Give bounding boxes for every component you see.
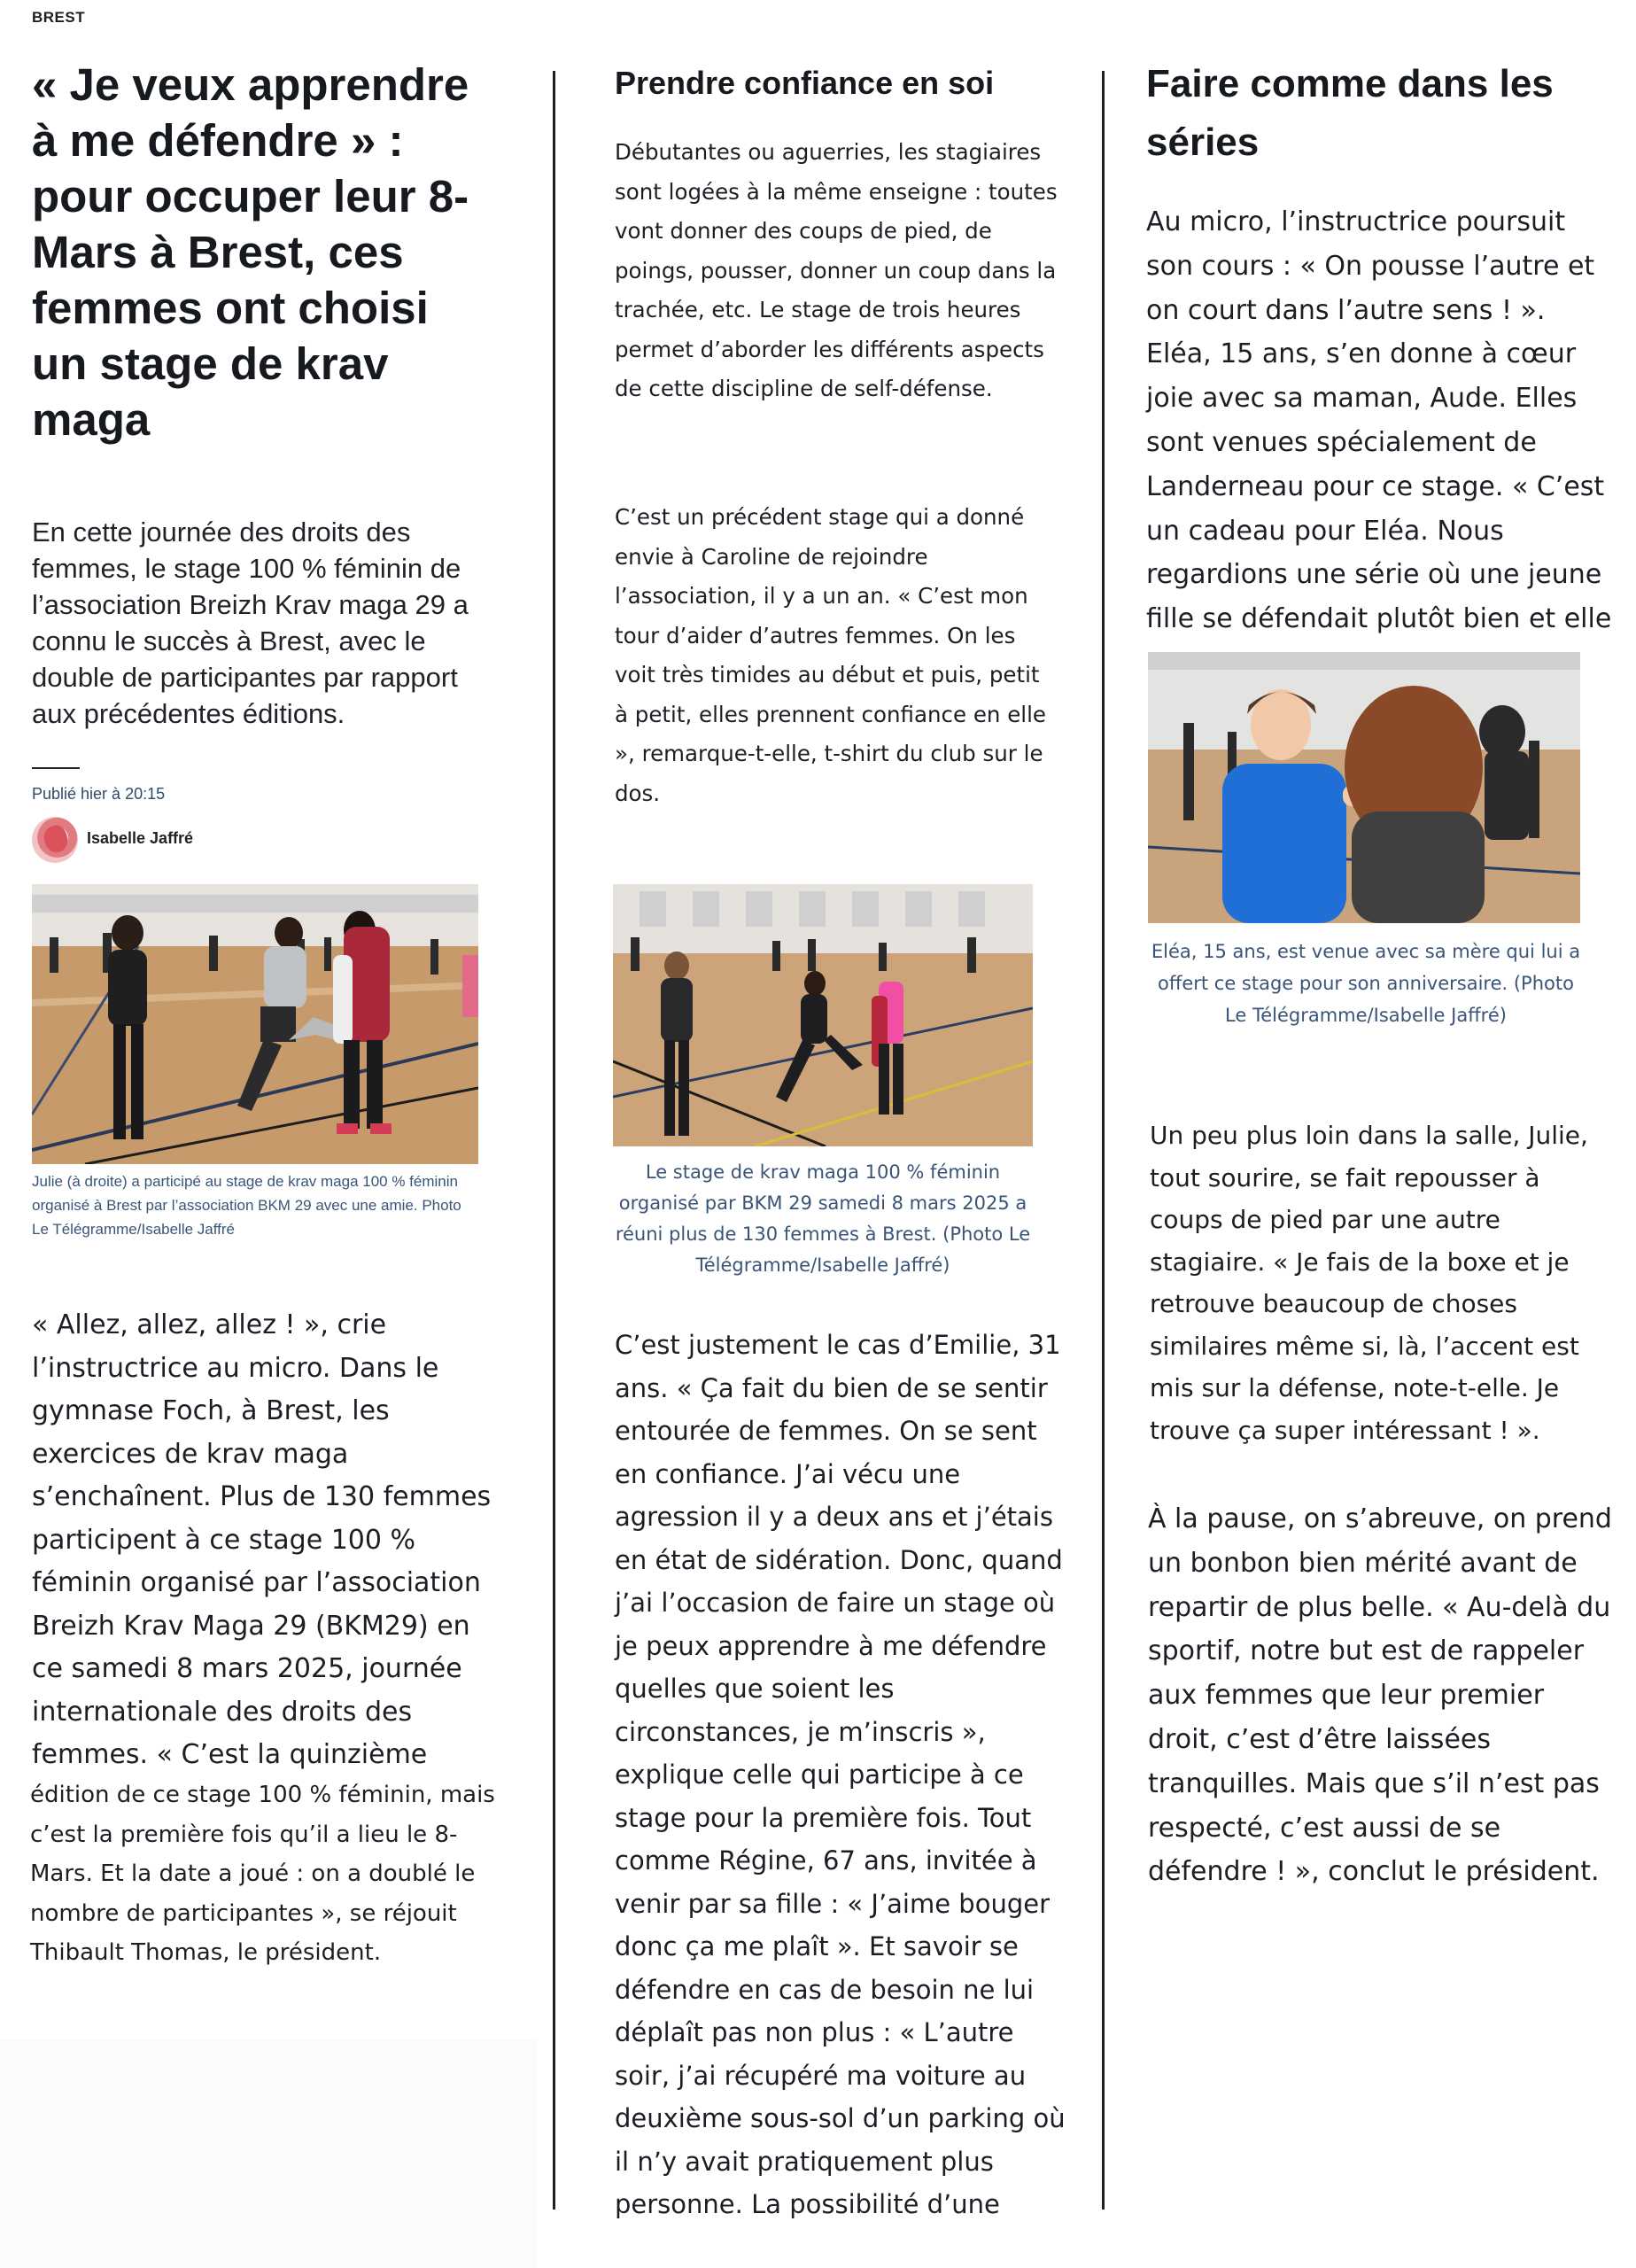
article-headline: « Je veux apprendre à me défendre » : pour occuper leur 8-Mars à Brest, ces femmes ont choisi un stage de krav maga — [32, 59, 469, 445]
col3-paragraph-1: Au micro, l’instructrice poursuit son cours : « On pousse l’autre et on court dans l’autre sens ! ». Eléa, 15 ans, s’en donne à cœur joie avec sa maman, Aude. Elles sont venues spécialement de Landerneau pour ce stage. « C’est un cadeau pour Eléa. Nous regardions une série où une jeune fille se défendait plutôt bien et elle — [1146, 206, 1612, 635]
col1-paragraph-1: « Allez, allez, allez ! », crie l’instructrice au micro. Dans le gymnase Foch, à Brest, les exercices de krav maga s’enchaînent. Plus de 130 femmes participent à ce stage 100 % féminin organisé par l’association Breizh Krav Maga 29 (BKM29) en ce samedi 8 mars 2025, journée internationale des droits des femmes. « C’est la quinzième — [32, 1309, 492, 1770]
photo-gym-caption: Le stage de krav maga 100 % féminin organisé par BKM 29 samedi 8 mars 2025 a réuni plus de 130 femmes à Brest. (Photo Le Télégramme/Isabelle Jaffré) — [615, 1161, 1031, 1276]
publish-time: Publié hier à 20:15 — [32, 785, 166, 803]
section-heading-confidence: Prendre confiance en soi — [615, 65, 995, 101]
photo-gym-wide[interactable] — [613, 884, 1033, 1146]
photo-elea[interactable] — [1148, 652, 1580, 923]
col2-paragraph-1: Débutantes ou aguerries, les stagiaires sont logées à la même enseigne : toutes vont donner des coups de pied, de poings, pousser, donner un coup dans la trachée, etc. Le stage de trois heures permet d’aborder les différents aspects de cette discipline de self-défense. — [615, 139, 1058, 401]
avatar-mark-icon — [41, 822, 72, 855]
author-name[interactable]: Isabelle Jaffré — [87, 829, 194, 847]
column-divider-left — [553, 71, 555, 2210]
article-lead: En cette journée des droits des femmes, le stage 100 % féminin de l’association Breizh Krav maga 29 a connu le succès à Brest, avec le double de participantes par rapport aux précédentes éditions. — [32, 517, 469, 729]
col2-paragraph-3: C’est justement le cas d’Emilie, 31 ans. « Ça fait du bien de se sentir entourée de femmes. On se sent en confiance. J’ai vécu une agression il y a deux ans et j’étais en état de sidération. Donc, quand j’ai l’occasion de faire un stage où je peux apprendre à me défendre quelles que soient les circonstances, je m’inscris », explique celle qui participe à ce stage pour la première fois. Tout comme Régine, 67 ans, invitée à venir par sa fille : « J’aime bouger donc ça me plaît ». Et savoir se défendre en cas de besoin ne lui déplaît pas non plus : « L’autre soir, j’ai récupéré ma voiture au deuxième sous-sol d’un parking où il n’y avait pratiquement plus personne. La possibilité d’une — [615, 1330, 1066, 2219]
col1-paragraph-2: édition de ce stage 100 % féminin, mais c’est la première fois qu’il a lieu le 8-Mars. Et la date a joué : on a doublé le nombre de participantes », se réjouit Thibault Thomas, le président. — [30, 1782, 495, 1966]
col2-paragraph-2: C’est un précédent stage qui a donné envie à Caroline de rejoindre l’association, il y a un an. « C’est mon tour d’aider d’autres femmes. On les voit très timides au début et puis, petit à petit, elles prennent confiance en elle », remarque-t-elle, t-shirt du club sur le dos. — [615, 504, 1046, 806]
photo-julie-kick-image — [32, 884, 478, 1164]
section-kicker[interactable]: BREST — [32, 9, 86, 26]
col3-paragraph-2: Un peu plus loin dans la salle, Julie, tout sourire, se fait repousser à coups de pied par une autre stagiaire. « Je fais de la boxe et je retrouve beaucoup de choses similaires même si, là, l’accent est mis sur la défense, note-t-elle. Je trouve ça super intéressant ! ». — [1150, 1121, 1588, 1445]
photo-elea-image — [1148, 652, 1580, 923]
photo-julie-caption: Julie (à droite) a participé au stage de krav maga 100 % féminin organisé à Brest par l’association BKM 29 avec une amie. Photo Le Télégramme/Isabelle Jaffré — [32, 1173, 461, 1238]
column-divider-right — [1102, 71, 1105, 2210]
blank-panel — [0, 2039, 537, 2268]
col3-paragraph-3: À la pause, on s’abreuve, on prend un bonbon bien mérité avant de repartir de plus belle. « Au-delà du sportif, notre but est de rappeler aux femmes que leur premier droit, c’est d’être laissées tranquilles. Mais que s’il n’est pas respecté, c’est aussi de se défendre ! », conclut le président. — [1148, 1503, 1612, 1888]
photo-elea-caption: Eléa, 15 ans, est venue avec sa mère qui lui a offert ce stage pour son anniversaire. (Photo Le Télégramme/Isabelle Jaffré) — [1151, 941, 1581, 1026]
photo-gym-wide-image — [613, 884, 1033, 1146]
byline-divider — [32, 767, 80, 769]
photo-julie-kick[interactable] — [32, 884, 478, 1164]
author-avatar[interactable] — [32, 817, 78, 863]
section-heading-series: Faire comme dans les séries — [1146, 62, 1554, 164]
